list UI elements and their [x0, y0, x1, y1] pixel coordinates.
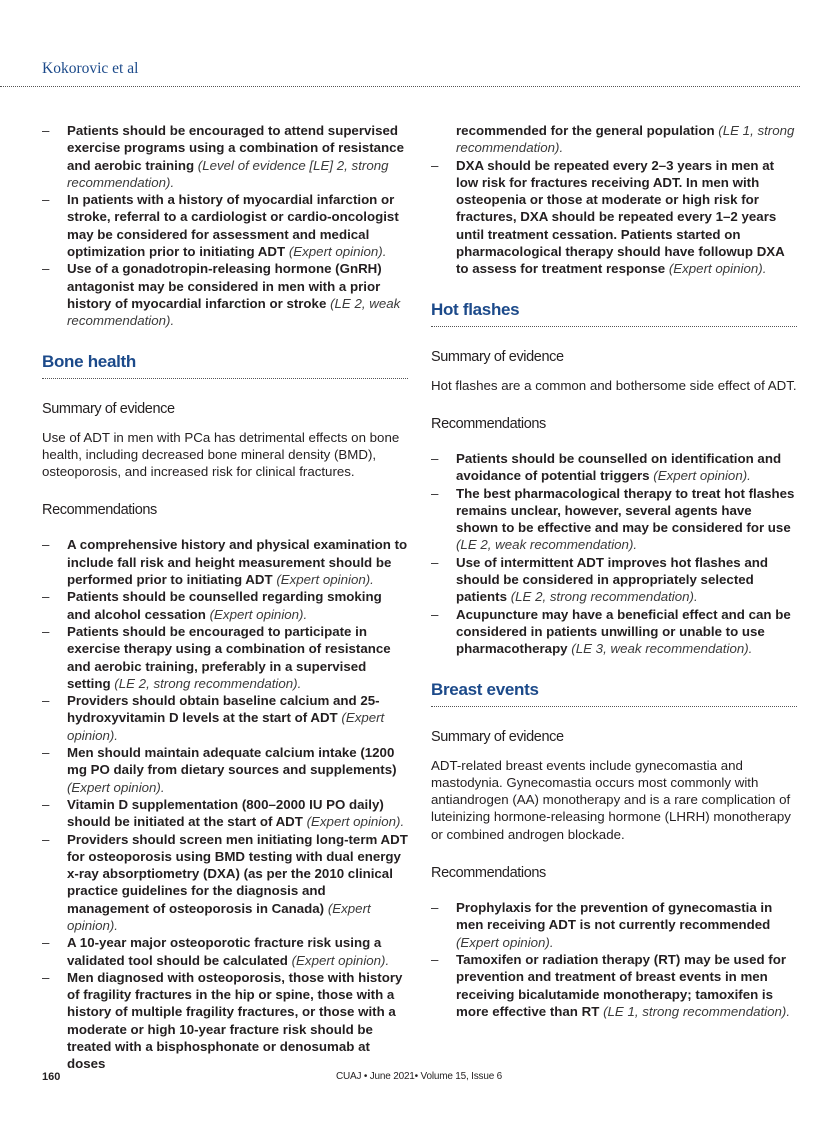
bullet-dash: –: [42, 192, 50, 208]
recommendation-item: [42, 744, 408, 796]
bullet-dash: –: [42, 831, 50, 847]
running-head: Kokorovic et al: [42, 60, 139, 77]
journal-footer: CUAJ • June 2021• Volume 15, Issue 6: [335, 1071, 502, 1082]
bullet-dash: –: [42, 623, 50, 639]
bullet-dash: –: [431, 606, 439, 622]
bullet-dash: –: [431, 485, 439, 501]
bullet-dash: –: [42, 969, 50, 985]
breast-recommendations-list: [431, 899, 797, 1020]
rec-evidence-note: (Expert opinion).: [276, 572, 374, 588]
bone-recommendations-list: [42, 536, 408, 1072]
recommendation-item: [42, 692, 408, 744]
rec-text: Providers should obtain baseline calcium and 25-hydroxyvitamin D levels at the start of ADT: [67, 693, 380, 726]
section-title-breast-events: Breast events: [431, 679, 539, 699]
bullet-dash: –: [431, 951, 439, 967]
recommendation-item: [431, 606, 797, 658]
recommendation-item: [42, 588, 408, 623]
rec-evidence-note: (LE 2, weak recommendation).: [456, 537, 638, 553]
section-title-bone-health: Bone health: [42, 351, 136, 371]
hot-summary-title: Summary of evidence: [431, 348, 564, 365]
bullet-dash: –: [42, 261, 50, 277]
rec-evidence-note: (LE 1, strong recommendation).: [456, 123, 795, 156]
bullet-dash: –: [431, 157, 439, 173]
breast-summary-title: Summary of evidence: [431, 728, 564, 745]
rec-text: In patients with a history of myocardial infarction or stroke, referral to a cardiologist or cardio-oncologist may be considered for assessment and medical optimization prior to initiating ADT: [67, 192, 399, 260]
bullet-dash: –: [431, 450, 439, 466]
recommendation-item: [42, 536, 408, 588]
bullet-dash: –: [42, 537, 50, 553]
breast-summary-text: ADT-related breast events include gynecomastia and mastodynia. Gynecomastia occurs most commonly with antiandrogen (AA) monotherapy and is a rare complication of luteinizing hormone-releasing hormone (LHRH) monotherapy or combined androgen blockade.: [431, 757, 791, 842]
rec-text: Use of a gonadotropin-releasing hormone (GnRH) antagonist may be considered in men with a prior history of myocardial infarction or stroke: [67, 261, 382, 311]
recommendation-item: [431, 899, 797, 951]
continued-recommendation: [431, 122, 797, 157]
rec-evidence-note: (Expert opinion).: [291, 952, 390, 968]
left-column: [42, 122, 408, 1073]
right-column: [431, 122, 797, 1020]
rec-text: A comprehensive history and physical examination to include fall risk and height measurement should be performed prior to initiating ADT: [67, 537, 408, 588]
rec-text: Patients should be encouraged to participate in exercise therapy using a combination of resistance and aerobic training, preferably in a supervised setting: [67, 623, 391, 691]
bullet-dash: –: [431, 900, 439, 916]
rec-text: Patients should be encouraged to attend supervised exercise programs using a combination of resistance and aerobic training: [67, 123, 404, 173]
bullet-dash: –: [42, 589, 50, 605]
rec-text: Men should maintain adequate calcium intake (1200 mg PO daily from dietary sources and supplements): [67, 745, 397, 778]
bullet-dash: –: [42, 745, 50, 761]
rec-evidence-note: (Expert opinion).: [209, 606, 308, 622]
rec-text: DXA should be repeated every 2–3 years in men at low risk for fractures receiving ADT. In men with osteopenia or those at moderate or high risk for fractures, DXA should be repeated every 1–2 years until treatment cessation. Patients started on pharmacological therapy should have followup DXA to assess for treatment response: [456, 157, 785, 277]
rec-text: The best pharmacological therapy to treat hot flashes remains unclear, however, several agents have shown to be effective and may be considered for use: [456, 485, 795, 536]
rec-text: A 10-year major osteoporotic fracture risk using a validated tool should be calculated: [67, 935, 382, 968]
recommendation-item: [42, 122, 408, 191]
rec-evidence-note: (Expert opinion).: [456, 934, 554, 950]
bullet-dash: –: [42, 123, 50, 138]
recommendation-item: [42, 831, 408, 935]
bullet-dash: –: [431, 554, 439, 570]
rec-text: Tamoxifen or radiation therapy (RT) may be used for prevention and treatment of breast events in men receiving bicalutamide monotherapy; tamoxifen is more effective than RT: [456, 951, 787, 1019]
recommendation-item: [431, 450, 797, 485]
dxa-recommendation: [431, 157, 797, 278]
rec-evidence-note: (Level of evidence [LE] 2, strong recommendation).: [67, 157, 389, 190]
rec-text: recommended for the general population: [456, 123, 715, 138]
rec-evidence-note: (LE 3, weak recommendation).: [571, 641, 753, 657]
rec-evidence-note: (LE 2, strong recommendation).: [114, 675, 302, 691]
recommendation-item: [431, 951, 797, 1020]
rec-evidence-note: (LE 2, strong recommendation).: [510, 589, 698, 605]
bullet-dash: –: [42, 796, 50, 812]
recommendation-item: [42, 796, 408, 831]
rec-evidence-note: (Expert opinion).: [306, 814, 405, 830]
page-number: 160: [42, 1071, 61, 1083]
bullet-dash: –: [42, 935, 50, 951]
intro-recommendations: [42, 122, 408, 330]
rec-evidence-note: (Expert opinion).: [67, 710, 385, 743]
rec-text: Men diagnosed with osteoporosis, those with history of fragility fractures in the hip or spine, those with a history of multiple fragility fractures, or those with a moderate or high 10-year fracture risk should be treated with a bisphosphonate or denosumab at doses: [67, 969, 403, 1072]
hot-recommendations-title: Recommendations: [431, 415, 546, 432]
bone-recommendations-title: Recommendations: [42, 502, 157, 519]
recommendation-item: [42, 260, 408, 329]
rec-text: Acupuncture may have a beneficial effect and can be considered in patients unwilling or unable to use pharmacotherapy: [456, 606, 791, 657]
rec-text: Patients should be counselled regarding smoking and alcohol cessation: [67, 589, 382, 622]
bone-summary-text: Use of ADT in men with PCa has detrimental effects on bone health, including decreased bone mineral density (BMD), osteoporosis, and increased risk for clinical fractures.: [42, 429, 400, 480]
recommendation-item: [42, 623, 408, 692]
rec-text: Providers should screen men initiating long-term ADT for osteoporosis using BMD testing with dual energy x-ray absorptiometry (DXA) (as per the 2010 clinical practice guidelines for the diagnosis and management of osteoporosis in Canada): [67, 831, 408, 916]
rec-text: Patients should be counselled on identification and avoidance of potential triggers: [456, 450, 782, 484]
rec-evidence-note: (LE 2, weak recommendation).: [67, 295, 401, 329]
rec-evidence-note: (Expert opinion).: [67, 900, 371, 933]
recommendation-item: [431, 485, 797, 554]
recommendation-item: [431, 554, 797, 606]
rec-text: Use of intermittent ADT improves hot flashes and should be considered in appropriately selected patients: [456, 554, 769, 605]
bullet-dash: –: [42, 693, 50, 709]
section-title-hot-flashes: Hot flashes: [431, 299, 520, 319]
rec-text: Prophylaxis for the prevention of gynecomastia in men receiving ADT is not currently recommended: [456, 900, 773, 933]
recommendation-item: [42, 934, 408, 969]
breast-recommendations-title: Recommendations: [431, 865, 546, 882]
recommendation-item: [42, 969, 408, 1073]
rec-evidence-note: (LE 1, strong recommendation).: [603, 1003, 791, 1019]
hot-recommendations-list: [431, 450, 797, 658]
rec-evidence-note: (Expert opinion).: [288, 244, 387, 260]
hot-summary-text: Hot flashes are a common and bothersome side effect of ADT.: [431, 377, 797, 393]
recommendation-item: [42, 191, 408, 260]
recommendation-item: [431, 157, 797, 278]
rec-evidence-note: (Expert opinion).: [653, 468, 751, 484]
header-divider: [0, 86, 800, 87]
bone-summary-title: Summary of evidence: [42, 400, 175, 417]
rec-text: Vitamin D supplementation (800–2000 IU PO daily) should be initiated at the start of ADT: [67, 796, 384, 830]
rec-evidence-note: (Expert opinion).: [668, 261, 767, 277]
rec-evidence-note: (Expert opinion).: [67, 779, 165, 795]
